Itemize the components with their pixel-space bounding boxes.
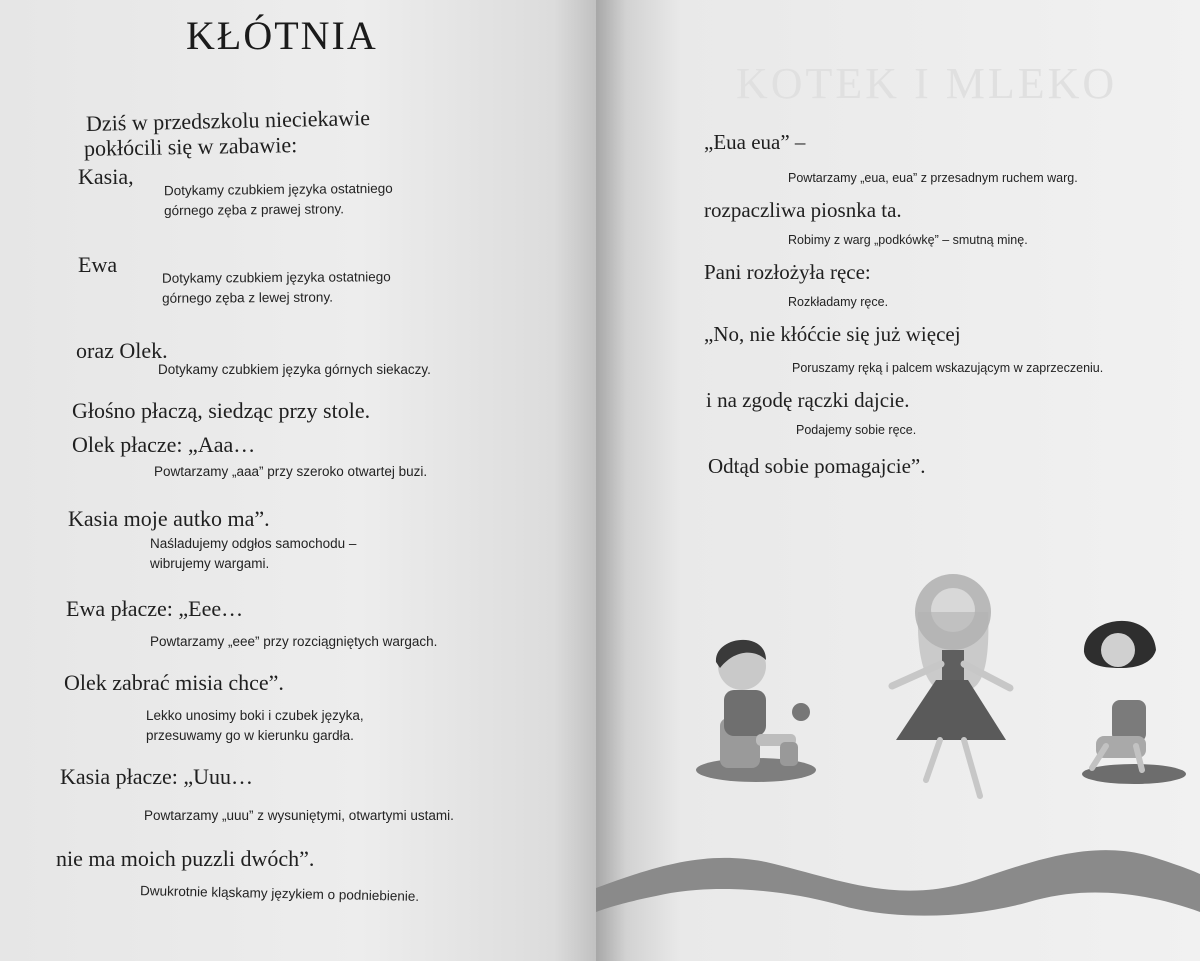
verse-line: Kasia płacze: „Uuu…: [60, 764, 254, 789]
verse-line: Ewa płacze: „Eee…: [66, 596, 244, 621]
verse-line: Pani rozłożyła ręce:: [704, 260, 871, 284]
instruction-note: Rozkładamy ręce.: [788, 295, 889, 309]
sitting-girl-figure: [1082, 621, 1186, 784]
instruction-note: Powtarzamy „uuu” z wysuniętymi, otwartymi ustami.: [144, 808, 454, 823]
verse-line: i na zgodę rączki dajcie.: [706, 388, 910, 412]
instruction-note: Dotykamy czubkiem języka ostatniego górnego zęba z lewej strony.: [161, 269, 391, 306]
verse-line: Głośno płaczą, siedząc przy stole.: [72, 398, 371, 423]
verse-line: oraz Olek.: [76, 338, 168, 363]
girl-figure: [892, 574, 1010, 796]
instruction-note: Poruszamy ręką i palcem wskazującym w zaprzeczeniu.: [792, 361, 1104, 375]
instruction-note: Powtarzamy „aaa” przy szeroko otwartej buzi.: [154, 464, 428, 479]
page-title: KŁÓTNIA: [186, 13, 378, 58]
wave-decoration: [596, 850, 1200, 916]
verse-line: pokłócili się w zabawie:: [83, 132, 298, 161]
instruction-note: Dotykamy czubkiem języka górnych siekaczy.: [158, 362, 431, 377]
verse-line: Ewa: [78, 252, 118, 277]
verse-line: „No, nie kłóćcie się już więcej: [704, 322, 961, 346]
verse-line: nie ma moich puzzli dwóch”.: [56, 846, 315, 871]
instruction-note: Powtarzamy „eua, eua” z przesadnym ruchem warg.: [788, 171, 1078, 185]
show-through-title: KOTEK I MLEKO: [736, 59, 1118, 108]
instruction-note: Powtarzamy „eee” przy rozciągniętych wargach.: [150, 634, 438, 649]
instruction-note: Dwukrotnie kląskamy językiem o podniebienie.: [139, 883, 420, 904]
verse-line: Olek płacze: „Aaa…: [72, 432, 256, 457]
verse-line: Kasia moje autko ma”.: [68, 506, 270, 531]
right-page: [596, 0, 1200, 961]
instruction-note: Robimy z warg „podkówkę” – smutną minę.: [788, 233, 1028, 247]
verse-line: Kasia,: [78, 164, 134, 189]
instruction-note: Podajemy sobie ręce.: [796, 423, 917, 437]
instruction-note: Dotykamy czubkiem języka ostatniego górnego zęba z prawej strony.: [163, 180, 393, 219]
verse-line: Olek zabrać misia chce”.: [64, 670, 284, 695]
verse-line: Odtąd sobie pomagajcie”.: [708, 454, 926, 478]
instruction-note: Lekko unosimy boki i czubek języka, przesuwamy go w kierunku gardła.: [146, 708, 364, 743]
boy-figure: [696, 640, 816, 782]
verse-line: Dziś w przedszkolu nieciekawie: [85, 105, 371, 136]
children-icon: [596, 0, 1200, 961]
verse-line: „Eua eua” –: [704, 130, 806, 154]
instruction-note: Naśladujemy odgłos samochodu – wibrujemy wargami.: [150, 536, 357, 571]
verse-line: rozpaczliwa piosnka ta.: [704, 198, 902, 222]
